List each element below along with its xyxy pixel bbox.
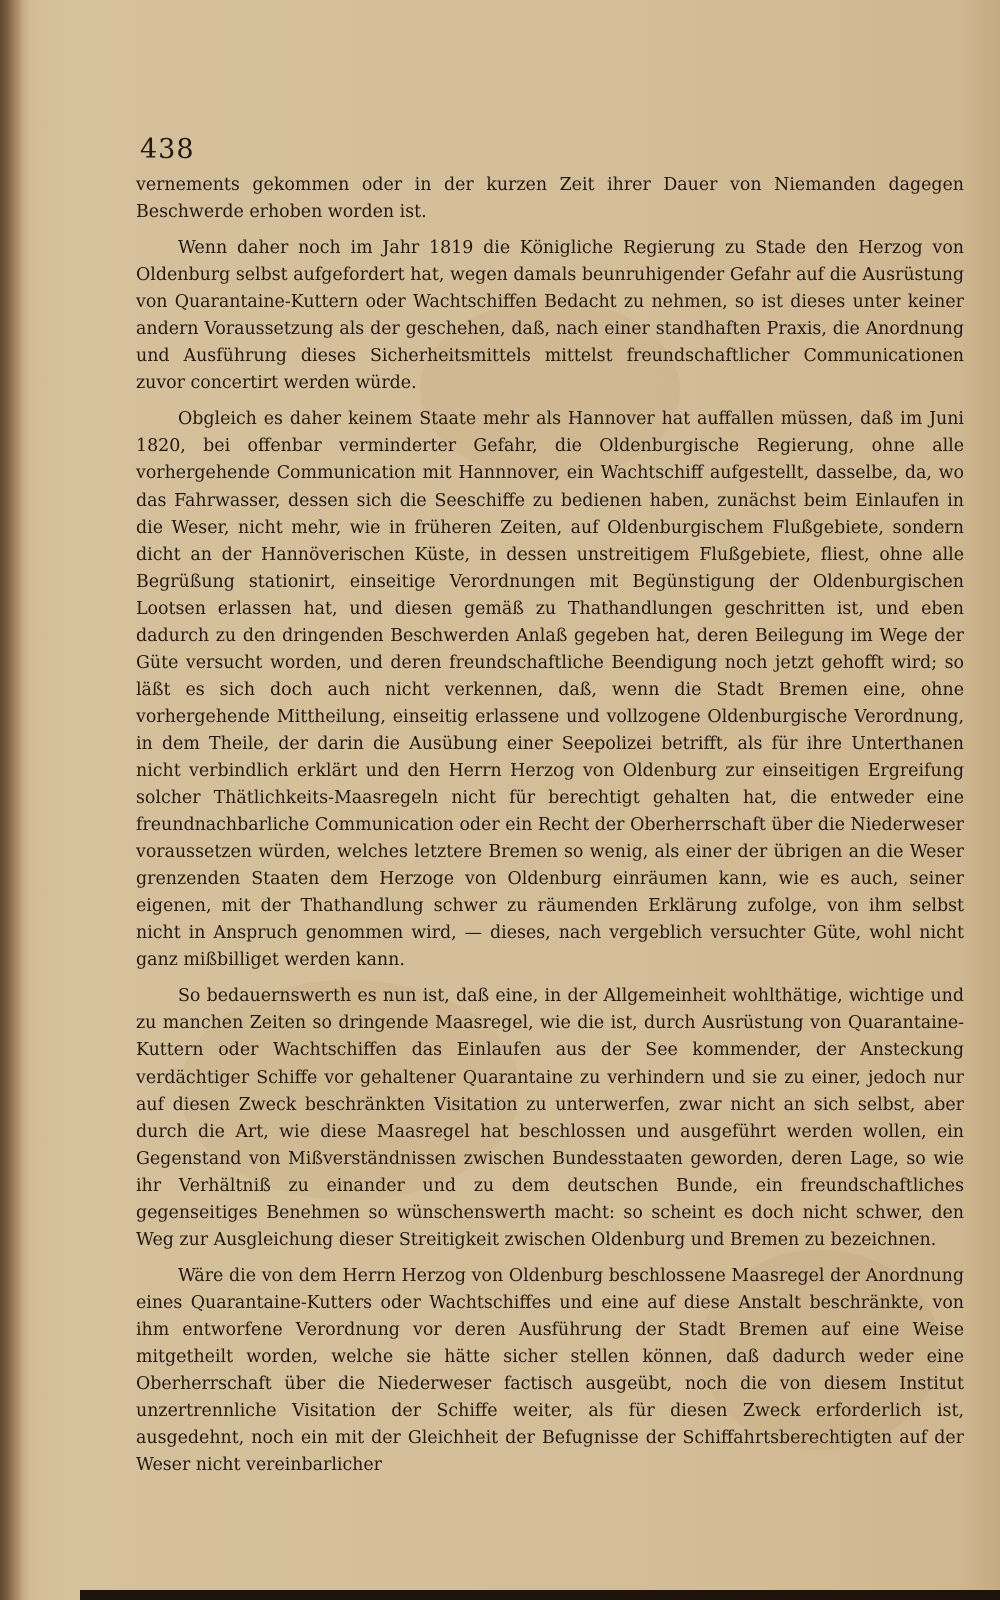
body-text: [136, 172, 964, 1479]
page-number: 438: [140, 134, 195, 165]
paragraph: vernements gekommen oder in der kurzen Zeit ihrer Dauer von Niemanden dagegen Beschwerde erhoben worden ist.: [136, 175, 964, 223]
paragraph: Wäre die von dem Herrn Herzog von Oldenburg beschlossene Maasregel der Anordnung eines Quarantaine-Kutters oder Wachtschiffes und eine auf diese Anstalt beschränkte, von ihm entworfene Verordnung vor deren Ausführung der Stadt Bremen auf eine Weise mitgetheilt worden, welche sie hätte sicher stellen können, daß dadurch weder eine Oberherrschaft über die Niederweser factisch ausgeübt, noch die von diesem Institut unzertrennliche Visitation der Schiffe weiter, als für diesen Zweck erforderlich ist, ausgedehnt, noch ein mit der Gleichheit der Befugnisse der Schiffahrtsberechtigten auf der Weser nicht vereinbarlicher: [136, 1265, 964, 1476]
paragraph: Obgleich es daher keinem Staate mehr als Hannover hat auffallen müssen, daß im Juni 1820, bei offenbar verminderter Gefahr, die Oldenburgische Regierung, ohne alle vorhergehende Communication mit Hannnover, ein Wachtschiff aufgestellt, dasselbe, da, wo das Fahrwasser, dessen sich die Seeschiffe zu bedienen haben, zunächst beim Einlaufen in die Weser, nicht mehr, wie in früheren Zeiten, auf Oldenburgischem Flußgebiete, sondern dicht an der Hannöverischen Küste, in dessen unstreitigem Flußgebiete, fliest, ohne alle Begrüßung stationirt, einseitige Verordnungen mit Begünstigung der Oldenburgischen Lootsen erlassen hat, und diesen gemäß zu Thathandlungen geschritten ist, und eben dadurch zu den dringenden Beschwerden Anlaß gegeben hat, deren Beilegung im Wege der Güte versucht worden, und deren freundschaftliche Beendigung noch jetzt gehofft wird; so läßt es sich doch auch nicht verkennen, daß, wenn die Stadt Bremen eine, ohne vorhergehende Mittheilung, einseitig erlassene und vollzogene Oldenburgische Verordnung, in dem Theile, der darin die Ausübung einer Seepolizei betrifft, als für ihre Unterthanen nicht verbindlich erklärt und den Herrn Herzog von Oldenburg zur einseitigen Ergreifung solcher Thätlichkeits-Maasregeln nicht für berechtigt gehalten hat, die entweder eine freundnachbarliche Communication oder ein Recht der Oberherrschaft über die Niederweser voraussetzen würden, welches letztere Bremen so wenig, als einer der übrigen an die Weser grenzenden Staaten dem Herzoge von Oldenburg einräumen kann, wie es auch, seiner eigenen, mit der Thathandlung schwer zu räumenden Erklärung zufolge, von ihm selbst nicht in Anspruch genommen wird, — dieses, nach vergeblich versuchter Güte, wohl nicht ganz mißbilliget werden kann.: [136, 409, 964, 971]
book-spine-shadow: [0, 0, 22, 1600]
paragraph: So bedauernswerth es nun ist, daß eine, in der Allgemeinheit wohlthätige, wichtige und zu manchen Zeiten so dringende Maasregel, wie die ist, durch Ausrüstung von Quarantaine-Kuttern oder Wachtschiffen das Einlaufen aus der See kommender, der Ansteckung verdächtiger Schiffe vor gehaltener Quarantaine zu verhindern und sie zu einer, jedoch nur auf diesen Zweck beschränkten Visitation zu unterwerfen, zwar nicht an sich selbst, aber durch die Art, wie diese Maasregel hat beschlossen und ausgeführt werden wollen, ein Gegenstand von Mißverständnissen zwischen Bundesstaaten geworden, deren Lage, so wie ihr Verhältniß zu einander und zu dem deutschen Bunde, ein freundschaftliches gegenseitiges Benehmen so wünschenswerth macht: so scheint es doch nicht schwer, den Weg zur Ausgleichung dieser Streitigkeit zwischen Oldenburg und Bremen zu bezeichnen.: [136, 986, 964, 1250]
page-bottom-edge: [80, 1590, 1000, 1600]
paragraph: Wenn daher noch im Jahr 1819 die Königliche Regierung zu Stade den Herzog von Oldenburg selbst aufgefordert hat, wegen damals beunruhigender Gefahr auf die Ausrüstung von Quarantaine-Kuttern oder Wachtschiffen Bedacht zu nehmen, so ist dieses unter keiner andern Voraussetzung als der geschehen, daß, nach einer standhaften Praxis, die Anordnung und Ausführung dieses Sicherheitsmittels mittelst freundschaftlicher Communicationen zuvor concertirt werden würde.: [136, 238, 964, 394]
